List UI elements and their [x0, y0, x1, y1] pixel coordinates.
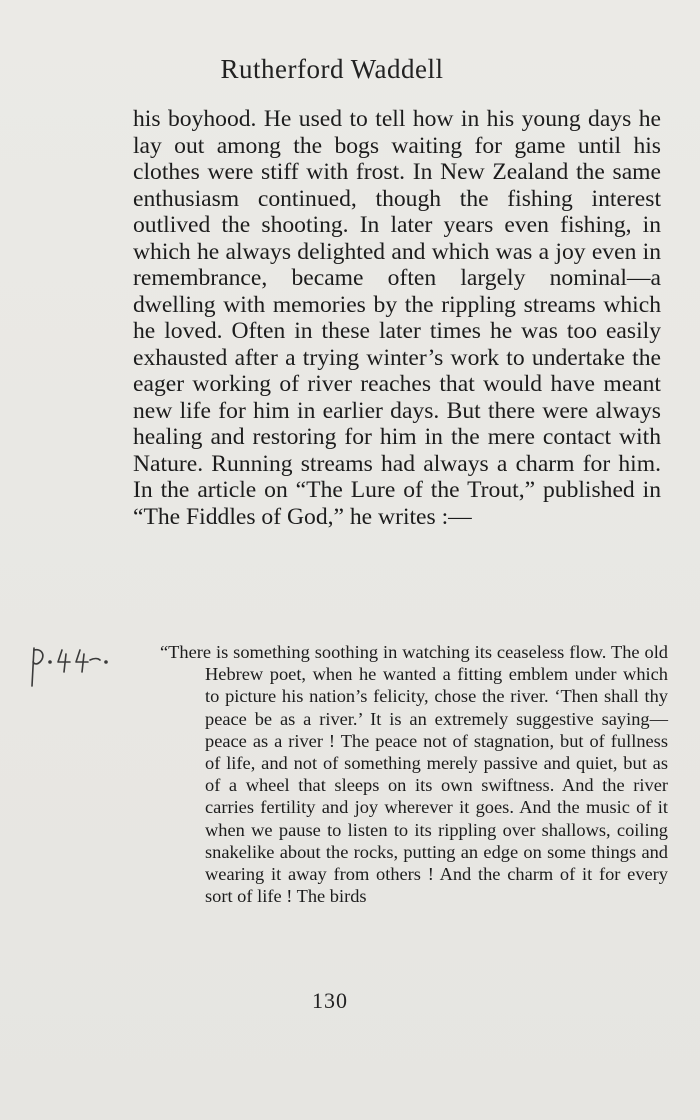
handwritten-margin-note-icon: [28, 642, 138, 692]
margin-note-text: [32, 645, 35, 646]
page-number: 130: [312, 988, 348, 1013]
block-quotation: [160, 641, 668, 907]
body-paragraph: his boyhood. He used to tell how in his young days he lay out among the bogs waiting for game until his clothes were stiff with frost. In New Zealand the same enthusiasm continued, though the fishing interest outlived the shooting. In later years even fishing, in which he always delighted and which was a joy even in remembrance, became often largely nominal—a dwelling with memories by the rippling streams which he loved. Often in these later times he was too easily exhausted after a trying winter’s work to undertake the eager working of river reaches that would have meant new life for him in earlier days. But there were always healing and restoring for him in the mere contact with Nature. Running streams had always a charm for him. In the article on “The Lure of the Trout,” published in “The Fiddles of God,” he writes :—: [133, 106, 661, 530]
quotation-text: “There is something soothing in watching its ceaseless flow. The old Hebrew poet, when he wanted a fitting emblem under which to picture his nation’s felicity, chose the river. ‘Then shall thy peace be as a river.’ It is an extremely suggestive saying—peace as a river ! The peace not of stagnation, but of fullness of life, and not of something merely passive and quiet, but as of a wheel that sleeps on its own swiftness. And the river carries fertility and joy wherever it goes. And the music of it when we pause to listen to its rippling over shallows, coiling snakelike about the rocks, putting an edge on some things and wearing it away from others ! And the charm of it for every sort of life ! The birds: [160, 642, 668, 907]
body-text: [133, 106, 661, 530]
running-head: Rutherford Waddell: [220, 54, 444, 84]
